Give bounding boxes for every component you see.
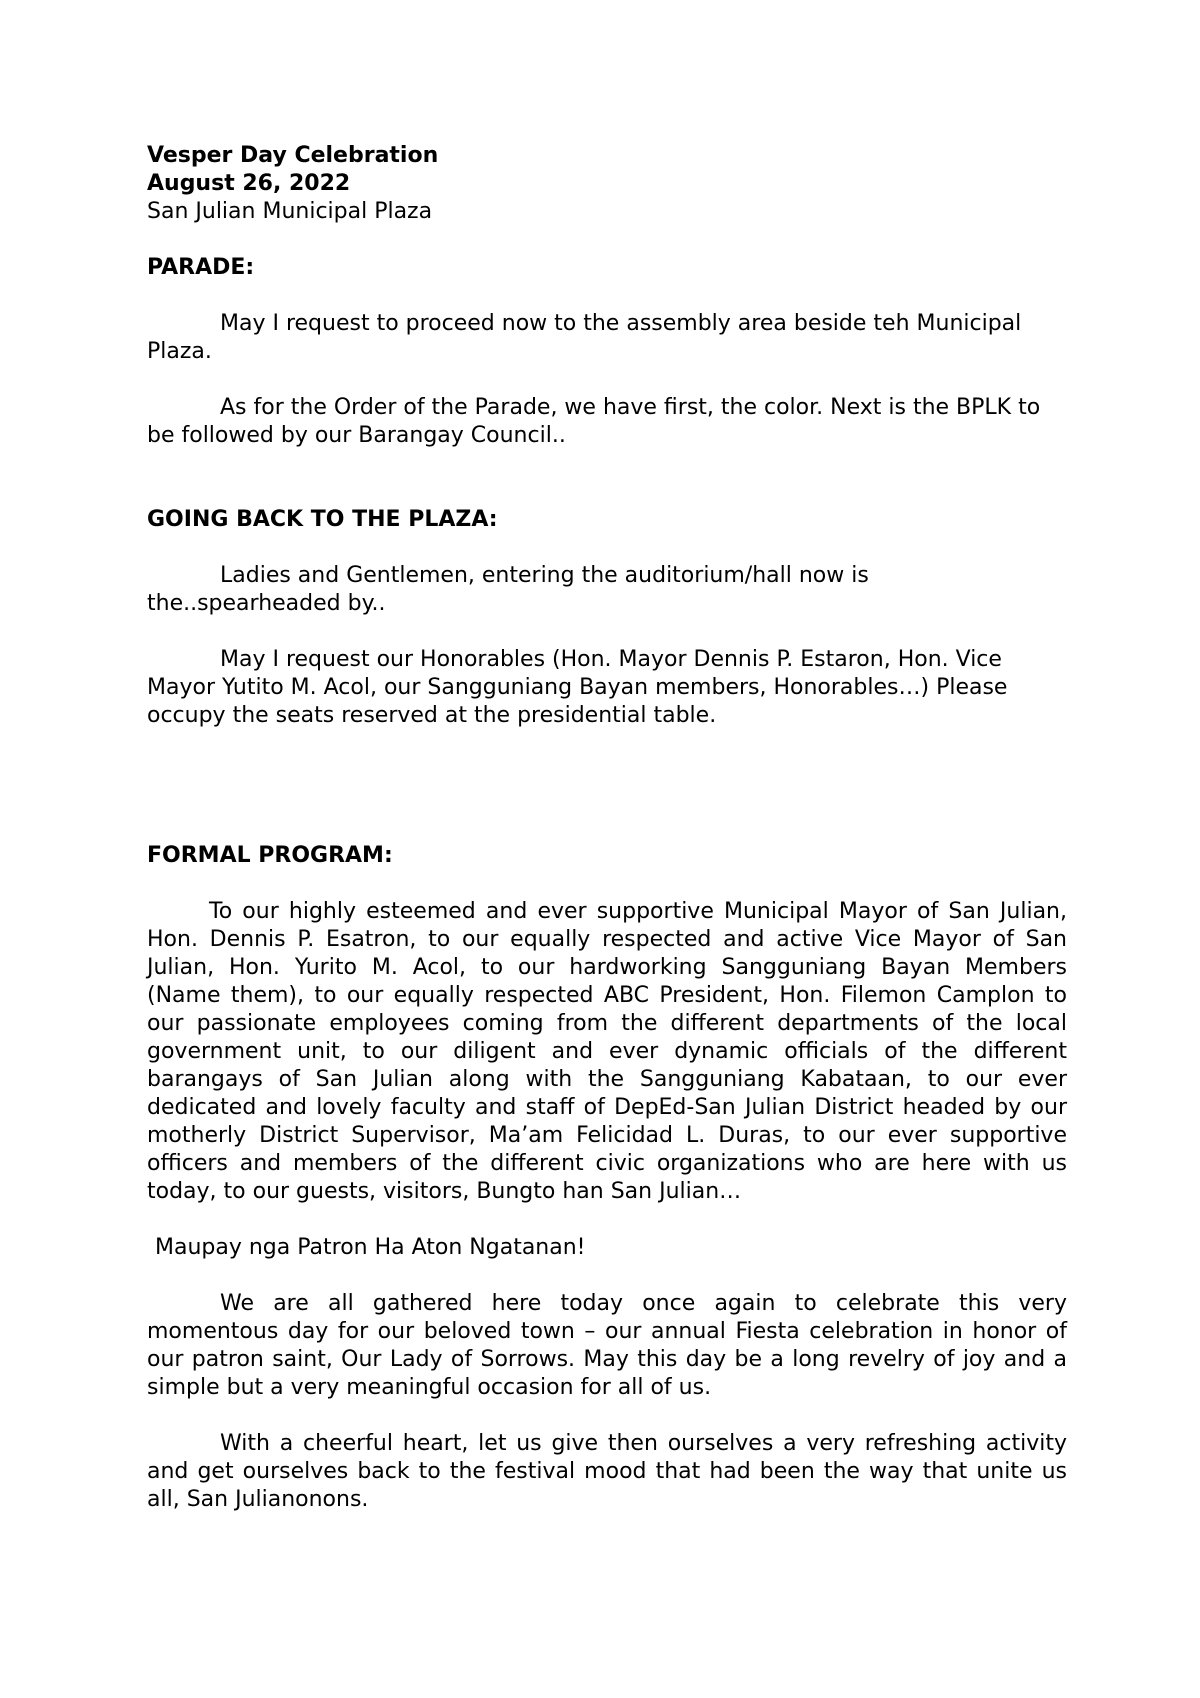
closing-paragraph: With a cheerful heart, let us give then ourselves a very refreshing activity and get ourselves back to the festival mood that had been the way that unite us all, San Julianonons. [147, 1431, 1067, 1512]
salutation: Maupay nga Patron Ha Aton Ngatanan! [155, 1235, 586, 1260]
celebration-paragraph: We are all gathered here today once again to celebrate this very momentous day for our beloved town – our annual Fiesta celebration in honor of our patron saint, Our Lady of Sorrows. May this day be a long revelry of joy and a simple but a very meaningful occasion for all of us. [147, 1291, 1067, 1400]
greeting-paragraph: To our highly esteemed and ever supportive Municipal Mayor of San Julian, Hon. Dennis P. Esatron, to our equally respected and active Vice Mayor of San Julian, Hon. Yurito M. Acol, to our hardworking Sangguniang Bayan Members (Name them), to our equally respected ABC President, Hon. Filemon Camplon to our passionate employees coming from the different departments of the local government unit, to our diligent and ever dynamic officials of the different barangays of San Julian along with the Sangguniang Kabataan, to our ever dedicated and lovely faculty and staff of DepEd-San Julian District headed by our motherly District Supervisor, Ma’am Felicidad L. Duras, to our ever supportive officers and members of the different civic organizations who are here with us today, to our guests, visitors, Bungto han San Julian… [147, 899, 1067, 1204]
event-title: Vesper Day Celebration [147, 143, 439, 168]
event-venue: San Julian Municipal Plaza [147, 199, 433, 224]
formal-program-heading: FORMAL PROGRAM: [147, 843, 393, 868]
document-body [147, 142, 1067, 1514]
parade-heading: PARADE: [147, 255, 255, 280]
going-back-paragraph-2: May I request our Honorables (Hon. Mayor Dennis P. Estaron, Hon. Vice Mayor Yutito M. Acol, our Sangguniang Bayan members, Honorables…) Please occupy the seats reserved at the presidential table. [147, 647, 1008, 728]
going-back-paragraph-1: Ladies and Gentlemen, entering the auditorium/hall now is the..spearheaded by.. [147, 563, 869, 616]
parade-paragraph-1: May I request to proceed now to the assembly area beside teh Municipal Plaza. [147, 311, 1022, 364]
event-date: August 26, 2022 [147, 171, 351, 196]
parade-paragraph-2: As for the Order of the Parade, we have first, the color. Next is the BPLK to be followed by our Barangay Council.. [147, 395, 1041, 448]
going-back-heading: GOING BACK TO THE PLAZA: [147, 507, 498, 532]
